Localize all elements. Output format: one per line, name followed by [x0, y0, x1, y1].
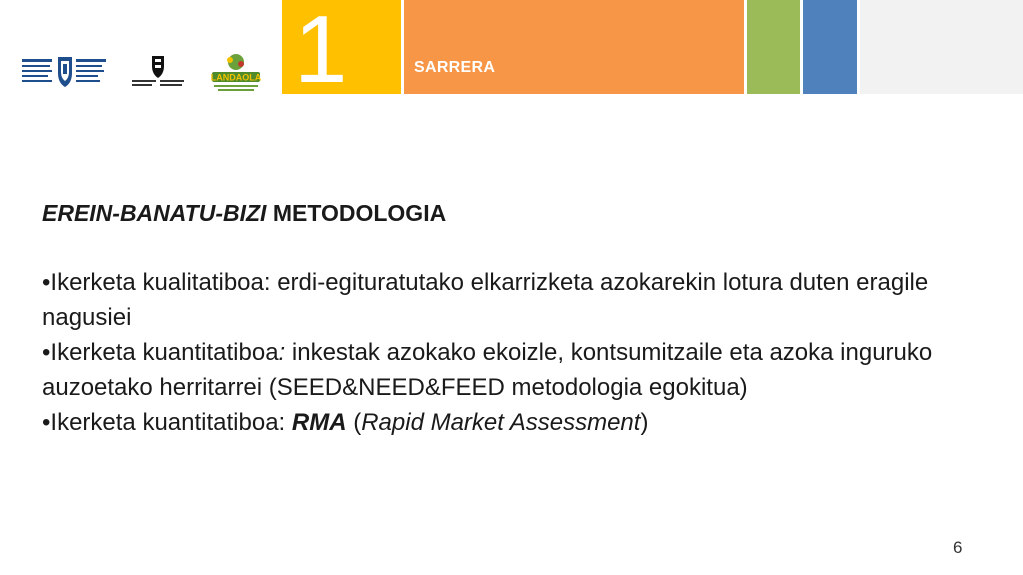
- bullet-text-end: ): [640, 409, 649, 436]
- rma-expansion: Rapid Market Assessment: [361, 409, 641, 436]
- bullet-text: •Ikerketa kualitatiboa: erdi-egituratutako elkarrizketa azokarekin lotura duten eragile nagusiei: [42, 269, 929, 331]
- rma-acronym: RMA: [291, 409, 347, 436]
- bullet-quantitative-rma: [42, 405, 992, 440]
- ehu-logo: [132, 56, 184, 88]
- section-number: 1: [294, 0, 348, 94]
- gipuzkoa-logo: [22, 55, 110, 91]
- bullet-quantitative-survey: [42, 335, 992, 405]
- page-number: 6: [953, 538, 963, 557]
- bullet-text-rest: inkestak azokako ekoizle, kontsumitzaile eta azoka inguruko auzoetako herritarrei (SEED&NEED&FEED metodologia egokitua): [42, 339, 933, 401]
- bullet-text-middle: (: [346, 409, 362, 436]
- heading-rest: METODOLOGIA: [272, 200, 447, 226]
- svg-text:LANDAOLA: LANDAOLA: [210, 72, 262, 83]
- landaola-logo: [210, 52, 262, 92]
- section-number-band: [282, 0, 401, 94]
- heading-italic: EREIN-BANATU-BIZI: [42, 200, 267, 226]
- logo-strip: [0, 0, 282, 94]
- section-title: SARRERA: [414, 59, 496, 76]
- grey-band: [860, 0, 1023, 94]
- slide-heading: [42, 196, 992, 231]
- green-band: [747, 0, 800, 94]
- bullet-text: •Ikerketa kuantitatiboa:: [42, 409, 292, 436]
- section-title-band: [404, 0, 744, 94]
- slide-content: [42, 196, 992, 440]
- bullet-qualitative: [42, 265, 992, 335]
- bullet-text: •Ikerketa kuantitatiboa: [42, 339, 279, 366]
- bullet-italic-colon: :: [278, 339, 286, 366]
- slide-header: [0, 0, 1023, 94]
- blue-band: [803, 0, 857, 94]
